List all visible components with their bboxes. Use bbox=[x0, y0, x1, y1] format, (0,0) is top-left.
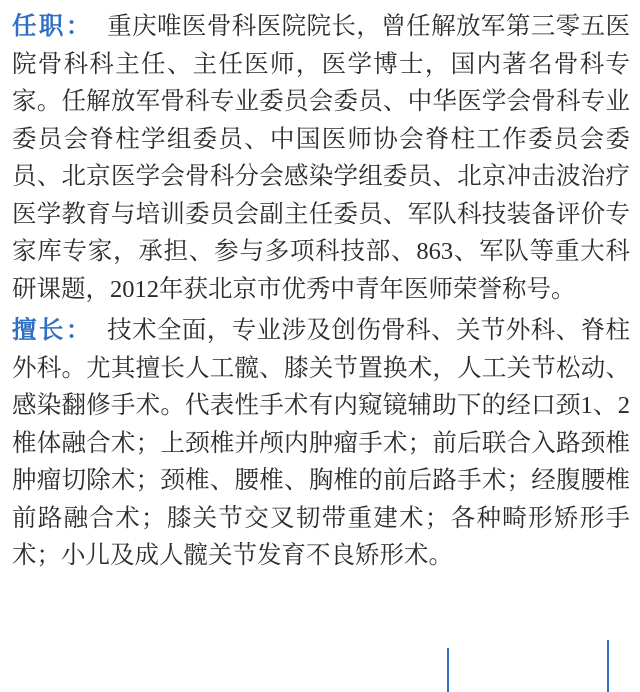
decorative-vertical-rule-right bbox=[607, 640, 609, 692]
appointment-text: 重庆唯医骨科医院院长，曾任解放军第三零五医院骨科科主任、主任医师，医学博士，国内著名骨科专家。任解放军骨科专业委员会委员、中华医学会骨科专业委员会脊柱学组委员、中国医师协会脊柱工作委员会委员、北京医学会骨科分会感染学组委员、北京冲击波治疗医学教育与培训委员会副主任委员、军队科技装备评价专家库专家，承担、参与多项科技部、863、军队等重大科研课题，2012年获北京市优秀中青年医师荣誉称号。 bbox=[12, 13, 630, 303]
expertise-text: 技术全面，专业涉及创伤骨科、关节外科、脊柱外科。尤其擅长人工髋、膝关节置换术，人工关节松动、感染翻修手术。代表性手术有内窥镜辅助下的经口颈1、2椎体融合术；上颈椎并颅内肿瘤手术；前后联合入路颈椎肿瘤切除术；颈椎、腰椎、胸椎的前后路手术；经腹腰椎前路融合术；膝关节交叉韧带重建术；各种畸形矫形手术；小儿及成人髋关节发育不良矫形术。 bbox=[12, 317, 630, 569]
section-expertise bbox=[12, 312, 630, 575]
section-appointment bbox=[12, 8, 630, 308]
appointment-label: 任职： bbox=[12, 13, 93, 40]
expertise-paragraph bbox=[12, 312, 630, 575]
expertise-label: 擅长： bbox=[12, 317, 93, 344]
appointment-paragraph bbox=[12, 8, 630, 308]
decorative-vertical-rule-left bbox=[447, 648, 449, 692]
